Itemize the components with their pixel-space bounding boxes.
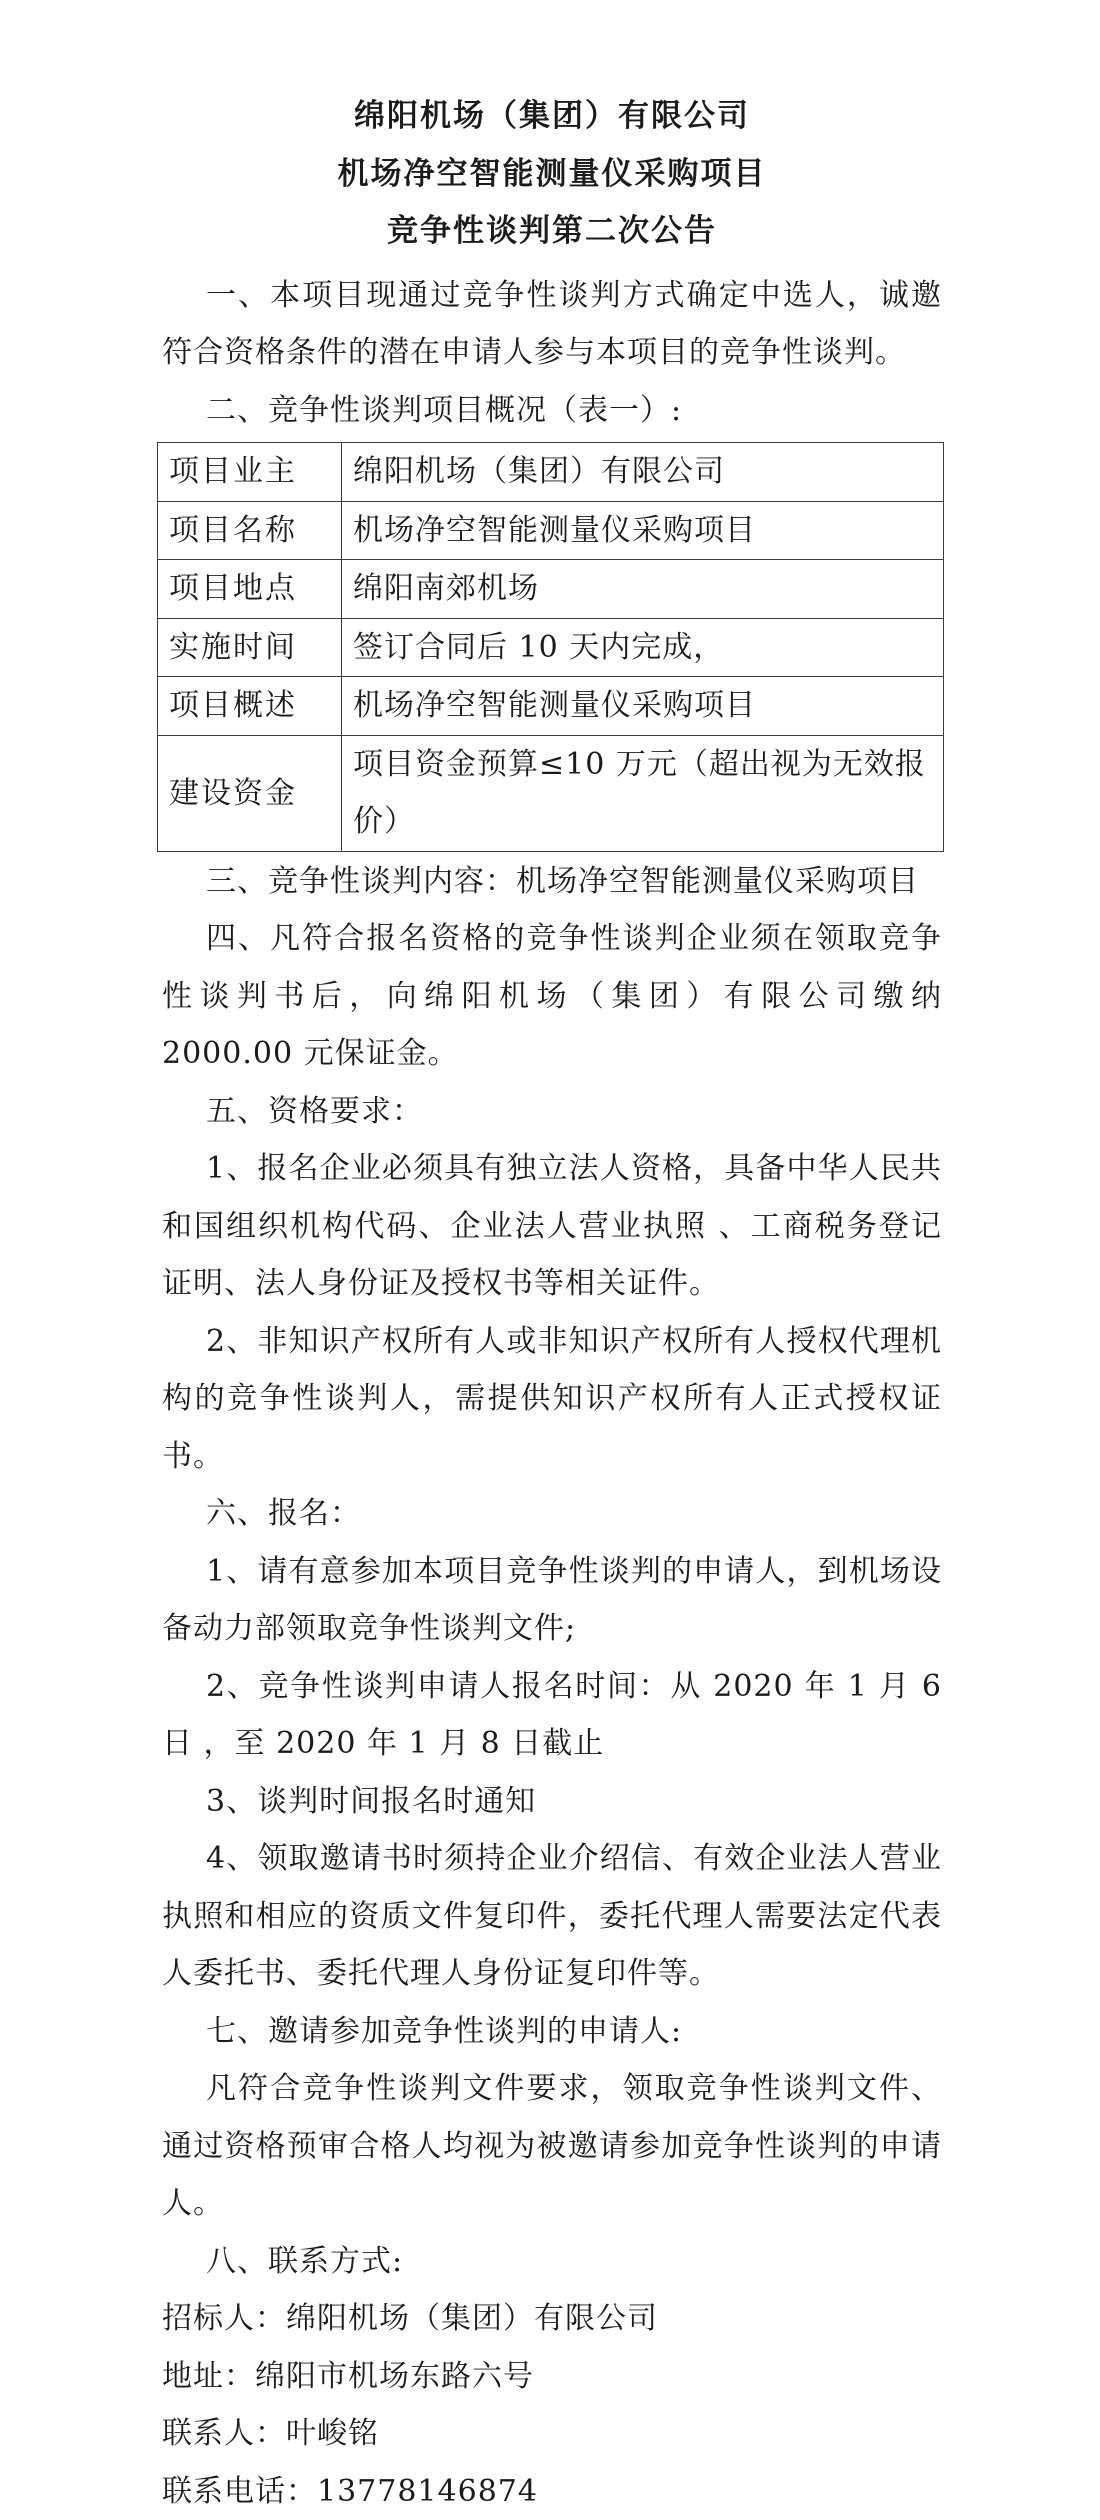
row-value-cell: 绵阳机场（集团）有限公司 xyxy=(342,443,944,502)
paragraph-section-8-heading: 八、联系方式: xyxy=(206,2243,404,2279)
contact-line-person: 联系人：叶峻铭 xyxy=(162,2416,379,2452)
paragraph-section-6-heading: 六、报名： xyxy=(206,1496,361,1532)
paragraph-section-4: 四、凡符合报名资格的竞争性谈判企业须在领取竞争性谈判书后，向绵阳机场（集团）有限公司缴纳 2000.00 元保证金。 xyxy=(162,921,942,1072)
table-row xyxy=(158,501,944,560)
table-row xyxy=(158,618,944,677)
table-row xyxy=(158,560,944,619)
row-value-cell: 绵阳南郊机场 xyxy=(342,560,944,619)
row-value-cell: 机场净空智能测量仪采购项目 xyxy=(342,677,944,736)
contact-line-phone: 联系电话：13778146874 xyxy=(162,2473,538,2509)
contact-line-bidder: 招标人：绵阳机场（集团）有限公司 xyxy=(162,2301,658,2337)
table-row xyxy=(158,735,944,851)
row-value-cell: 项目资金预算≤10 万元（超出视为无效报价） xyxy=(342,735,944,851)
row-value-cell: 签订合同后 10 天内完成， xyxy=(342,618,944,677)
paragraph-section-6-item-4: 4、领取邀请书时须持企业介绍信、有效企业法人营业执照和相应的资质文件复印件，委托代理人需要法定代表人委托书、委托代理人身份证复印件等。 xyxy=(162,1841,942,1992)
paragraph-section-5-heading: 五、资格要求： xyxy=(206,1093,423,1129)
paragraph-section-3: 三、竞争性谈判内容：机场净空智能测量仪采购项目 xyxy=(206,863,919,899)
table-row xyxy=(158,677,944,736)
paragraph-section-2-heading: 二、竞争性谈判项目概况（表一）: xyxy=(206,392,683,428)
paragraph-section-7-heading: 七、邀请参加竞争性谈判的申请人: xyxy=(206,2013,683,2049)
paragraph-section-6-item-1: 1、请有意参加本项目竞争性谈判的申请人，到机场设备动力部领取竞争性谈判文件; xyxy=(162,1553,942,1647)
paragraph-section-6-item-2: 2、竞争性谈判申请人报名时间：从 2020 年 1 月 6 日 ，至 2020 年 1 月 8 日截止 xyxy=(162,1668,942,1762)
doc-title-announcement: 竞争性谈判第二次公告 xyxy=(387,213,717,249)
paragraph-section-5-item-1: 1、报名企业必须具有独立法人资格，具备中华人民共和国组织机构代码、企业法人营业执照 、工商税务登记证明、法人身份证及授权书等相关证件。 xyxy=(162,1151,942,1302)
project-overview-table xyxy=(157,442,944,852)
row-label-cell: 实施时间 xyxy=(158,618,342,677)
contact-line-address: 地址：绵阳市机场东路六号 xyxy=(162,2358,534,2394)
doc-title-project: 机场净空智能测量仪采购项目 xyxy=(337,155,767,192)
row-label-cell: 建设资金 xyxy=(158,735,342,851)
doc-title-company: 绵阳机场（集团）有限公司 xyxy=(354,98,750,134)
row-value-cell: 机场净空智能测量仪采购项目 xyxy=(342,501,944,560)
paragraph-section-6-item-3: 3、谈判时间报名时通知 xyxy=(206,1783,537,1819)
paragraph-section-7-body: 凡符合竞争性谈判文件要求，领取竞争性谈判文件、通过资格预审合格人均视为被邀请参加竞争性谈判的申请人。 xyxy=(162,2071,942,2222)
paragraph-section-1: 一、本项目现通过竞争性谈判方式确定中选人，诚邀符合资格条件的潜在申请人参与本项目的竞争性谈判。 xyxy=(162,277,942,370)
project-overview-table-body xyxy=(158,443,944,852)
table-row xyxy=(158,443,944,502)
row-label-cell: 项目名称 xyxy=(158,501,342,560)
row-label-cell: 项目地点 xyxy=(158,560,342,619)
row-label-cell: 项目概述 xyxy=(158,677,342,736)
row-label-cell: 项目业主 xyxy=(158,443,342,502)
paragraph-section-5-item-2: 2、非知识产权所有人或非知识产权所有人授权代理机构的竞争性谈判人，需提供知识产权所有人正式授权证书。 xyxy=(162,1323,942,1474)
